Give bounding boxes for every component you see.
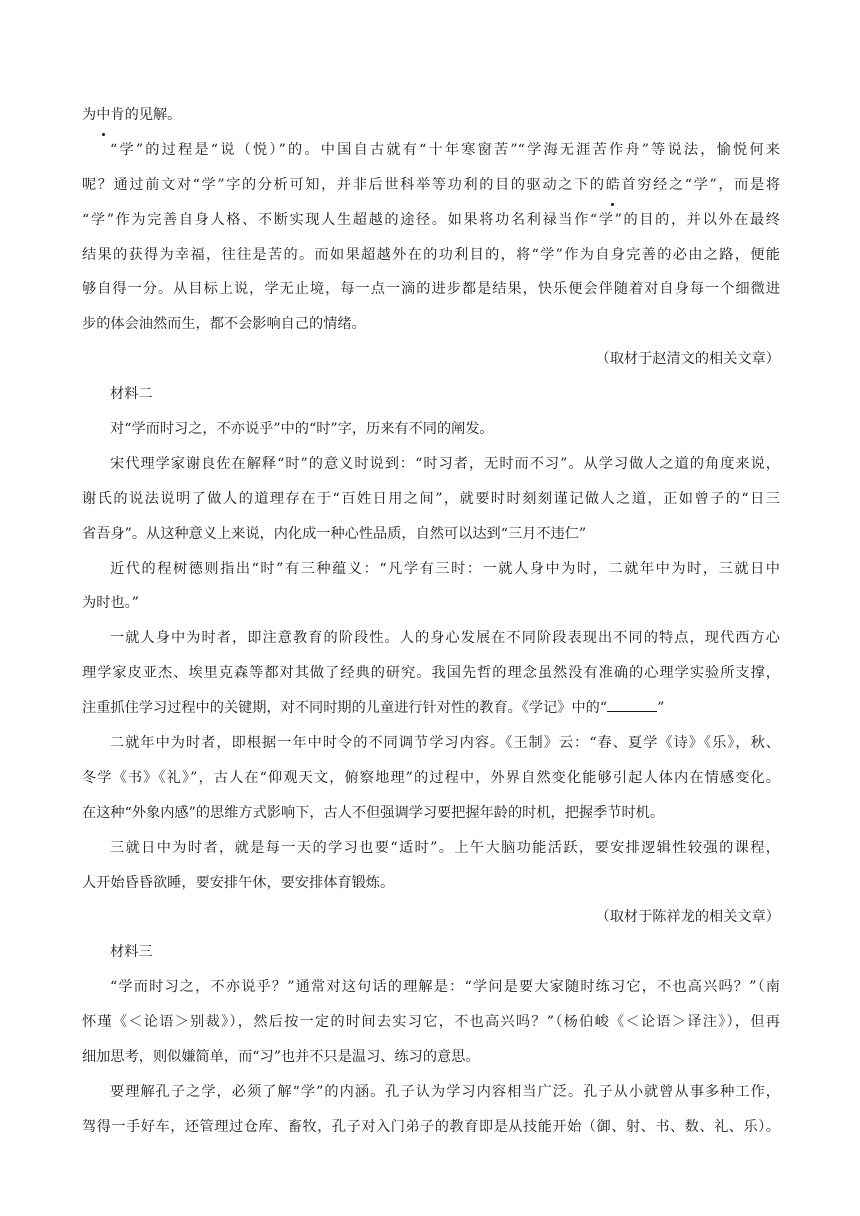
paragraph-nianzhong [82,726,780,831]
source-citation: （取材于陈祥龙的相关文章） [595,909,780,926]
paragraph-kongzi-xue [82,1075,780,1145]
emphasis-dot-char: 皓 [606,168,620,203]
paragraph-line: 怀瑾《＜论语＞别裁》），然后按一定的时间去实习它，不也高兴吗？”（杨伯峻《＜论语＞译注》），但再 [82,1014,780,1031]
paragraph-line: 冬学《书》《礼》”，古人在“仰观天文，俯察地理”的过程中，外界自然变化能够引起人体内在情感变化。 [82,769,780,786]
paragraph-line: 要理解孔子之学，必须了解“学”的内涵。孔子认为学习内容相当广泛。孔子从小就曾从事多种工作， [110,1083,780,1100]
intro-line [82,98,780,133]
fill-in-blank[interactable] [607,697,657,712]
paragraph-line: 对“学而时习之，不亦说乎”中的“时”字，历来有不同的阐发。 [110,421,494,438]
line-segment: 呢？通过前文对“学”字的分析可知，并非后世科举等功利的目的驱动之下的 [82,176,606,193]
paragraph-line: 近代的程树德则指出“时”有三种蕴义：“凡学有三时：一就人身中为时，二就年中为时，三就日中 [110,560,780,577]
paragraph-line: “学”的过程是“说（悦）”的。中国自古就有“十年寒窗苦”“学海无涯苦作舟”等说法，愉悦何来 [110,141,780,158]
paragraph-line: 在这种“外象内感”的思维方式影响下，古人不但强调学习要把握年龄的时机，把握季节时机。 [82,804,665,821]
paragraph-line: 宋代理学家谢良佐在解释“时”的意义时说到：“时习者，无时而不习”。从学习做人之道的角度来说， [110,455,780,472]
material-heading: 材料二 [110,386,153,403]
paragraph-cheng-shude [82,552,780,622]
paragraph-line: 理学家皮亚杰、埃里克森等都对其做了经典的研究。我国先哲的理念虽然没有准确的心理学实验所支撑， [82,665,780,682]
paragraph-line: 够自得一分。从目标上说，学无止境，每一点一滴的进步都是结果，快乐便会伴随着对自身每一个细微进 [82,281,780,298]
paragraph-renshen [82,621,780,726]
paragraph-line: 驾得一手好车，还管理过仓库、畜牧，孔子对入门弟子的教育即是从技能开始（御、射、书、数、礼、乐）。 [82,1118,780,1135]
document-body [82,98,780,1145]
paragraph-rizhong [82,831,780,901]
intro-text-after: 肯的见解。 [110,107,182,123]
paragraph-line: 人开始昏昏欲睡，要安排午休，要安排体育锻炼。 [82,874,395,891]
paragraph-xie-liangzuo [82,447,780,552]
paragraph-line: “学”作为完善自身人格、不断实现人生超越的途径。如果将功名利禄当作“学”的目的，并以外在最终 [82,211,780,228]
paragraph-line [82,168,780,203]
paragraph-line: 谢氏的说法说明了做人的道理存在于“百姓日用之间”，就要时时刻刻谨记做人之道，正如曾子的“日三 [82,490,780,507]
intro-text-before: 为 [82,107,97,123]
paragraph-line [82,691,780,726]
line-segment: 注重抓住学习过程中的关键期，对不同时期的儿童进行针对性的教育。《学记》中的“ [82,700,608,717]
line-segment: ” [657,700,665,717]
line-segment: 首穷经之“学”，而是将 [619,176,780,193]
paragraph-line: 省吾身”。从这种意义上来说，内化成一种心性品质，自然可以达到“三月不违仁” [82,525,587,542]
material-heading: 材料三 [110,944,153,961]
paragraph-line: 三就日中为时者，就是每一天的学习也要“适时”。上午大脑功能活跃，要安排逻辑性较强的课程， [110,839,780,856]
paragraph-xue-er-shi-xi [82,970,780,1075]
paragraph-line: “学而时习之，不亦说乎？”通常对这句话的理解是：“学问是要大家随时练习它，不也高兴吗？”（南 [110,979,780,996]
paragraph-line: 二就年中为时者，即根据一年中时令的不同调节学习内容。《王制》云：“春、夏学《诗》《乐》，秋、 [110,735,780,752]
paragraph-line: 一就人身中为时者，即注意教育的阶段性。人的身心发展在不同阶段表现出不同的特点，现代西方心 [110,630,780,647]
paragraph-line: 步的体会油然而生，都不会影响自己的情绪。 [82,316,366,333]
paragraph-line: 结果的获得为幸福，往往是苦的。而如果超越外在的功利目的，将“学”作为自身完善的必由之路，便能 [82,246,780,263]
paragraph-line: 细加思考，则似嫌简单，而“习”也并不只是温习、练习的意思。 [82,1049,480,1066]
paragraph-xue-yue [82,133,780,342]
emphasis-dot-char: 中 [96,98,110,133]
paragraph-line: 为时也。” [82,595,139,612]
source-citation: （取材于赵清文的相关文章） [595,351,780,368]
